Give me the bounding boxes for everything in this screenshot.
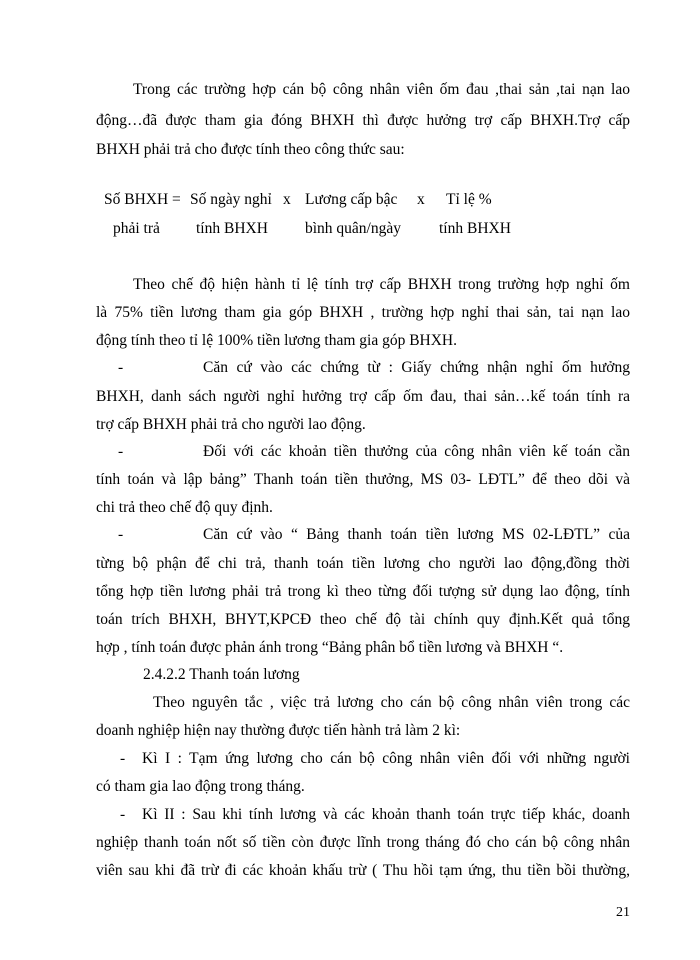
intro-line: động…đã được tham gia đóng BHXH thì được hưởng trợ cấp BHXH.Trợ cấp [96, 112, 630, 129]
bullet-line: hợp , tính toán được phản ánh trong “Bảng phân bổ tiền lương và BHXH “. [96, 639, 564, 656]
bullet-first-line: Căn cứ vào các chứng từ : Giấy chứng nhận nghỉ ốm hưởng [203, 359, 630, 376]
term-first-line: Kì I : Tạm ứng lương cho cán bộ công nhân viên đối với những người [142, 750, 630, 767]
term-line: có tham gia lao động trong tháng. [96, 778, 305, 795]
term-dash: - [120, 806, 126, 823]
bullet-first-line: Căn cứ vào “ Bảng thanh toán tiền lương MS 02-LĐTL” của [203, 526, 630, 543]
para2-line: là 75% tiền lương tham gia góp BHXH , trường hợp nghỉ thai sản, tai nạn lao [96, 304, 630, 321]
bullet-line: toán trích BHXH, BHYT,KPCĐ theo chế độ tài chính quy định.Kết quả tổng [96, 611, 630, 628]
term-line: nghiệp thanh toán nốt số tiền còn được lĩnh trong tháng đó cho cán bộ công nhân [96, 834, 630, 851]
bullet-dash: - [118, 526, 124, 543]
bullet-dash: - [118, 443, 124, 460]
bullet-line: tính toán và lập bảng” Thanh toán tiền thưởng, MS 03- LĐTL” để theo dõi và [96, 471, 630, 488]
term-line: viên sau khi đã trừ đi các khoản khấu trừ ( Thu hồi tạm ứng, thu tiền bồi thường, [96, 862, 630, 879]
term-first-line: Kì II : Sau khi tính lương và các khoản thanh toán trực tiếp khác, doanh [142, 806, 630, 823]
formula-subterm: bình quân/ngày [305, 220, 401, 237]
term-dash: - [120, 750, 126, 767]
bullet-dash: - [118, 359, 124, 376]
section-line: Theo nguyên tắc , việc trả lương cho cán bộ công nhân viên trong các [153, 694, 630, 711]
para2-line: Theo chế độ hiện hành tỉ lệ tính trợ cấp BHXH trong trường hợp nghỉ ốm [133, 276, 630, 293]
para2-line: động tính theo tỉ lệ 100% tiền lương tham gia góp BHXH. [96, 332, 458, 349]
bullet-line: chi trả theo chế độ quy định. [96, 499, 273, 516]
formula-term: Tỉ lệ % [446, 191, 492, 208]
bullet-first-line: Đối với các khoản tiền thưởng của công nhân viên kế toán cần [203, 443, 630, 460]
bullet-line: từng bộ phận để chi trả, thanh toán tiền lương cho người lao động,đồng thời [96, 555, 630, 572]
section-heading: 2.4.2.2 Thanh toán lương [143, 666, 300, 683]
formula-subterm: phải trả [113, 220, 160, 237]
intro-line: Trong các trường hợp cán bộ công nhân viên ốm đau ,thai sản ,tai nạn lao [133, 81, 630, 98]
page-number: 21 [616, 905, 630, 920]
bullet-line: tổng hợp tiền lương phải trả trong kì theo từng đối tượng sử dụng lao động, tính [96, 583, 630, 600]
formula-subterm: tính BHXH [439, 220, 511, 237]
formula-operator: x [417, 191, 425, 208]
formula-term: Lương cấp bậc [305, 191, 398, 208]
section-line: doanh nghiệp hiện nay thường được tiến hành trả làm 2 kì: [96, 722, 461, 739]
bullet-line: trợ cấp BHXH phải trả cho người lao động. [96, 416, 366, 433]
formula-operator: x [283, 191, 291, 208]
formula-subterm: tính BHXH [196, 220, 268, 237]
formula-term: Số BHXH = [104, 191, 181, 208]
intro-line: BHXH phải trả cho được tính theo công thức sau: [96, 141, 405, 158]
bullet-line: BHXH, danh sách người nghỉ hưởng trợ cấp ốm đau, thai sản…kế toán tính ra [96, 388, 630, 405]
formula-term: Số ngày nghỉ [190, 191, 272, 208]
